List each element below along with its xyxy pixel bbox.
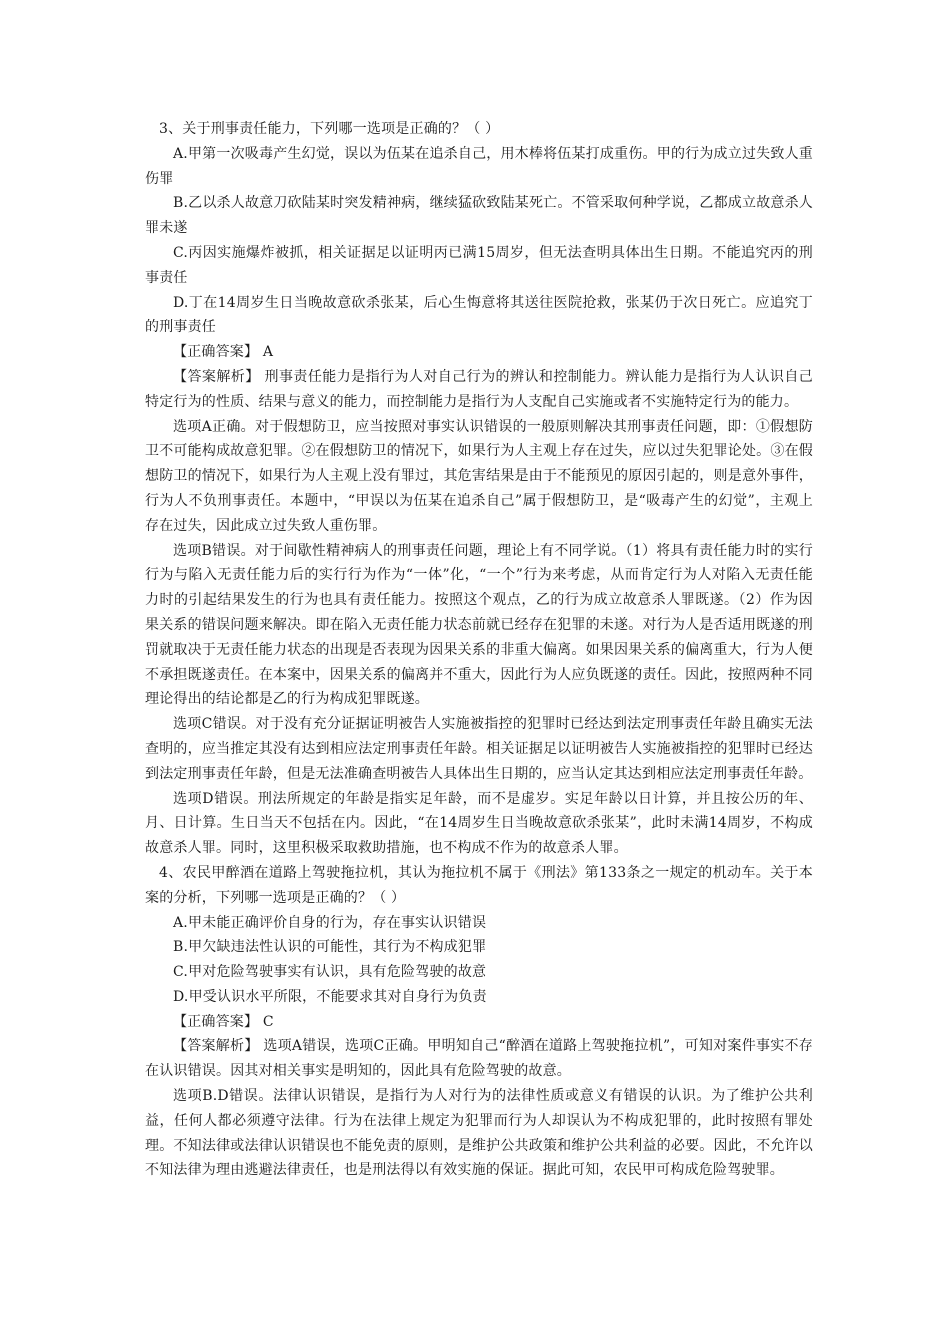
- question-3-analysis-c: 选项C错误。对于没有充分证据证明被告人实施被指控的犯罪时已经达到法定刑事责任年龄且确实无法查明的，应当推定其没有达到相应法定刑事责任年龄。相关证据足以证明被告人实施被指控的犯罪时已经达到法定刑事责任年龄，但是无法准确查明被告人具体出生日期的，应当认定其达到相应法定刑事责任年龄。: [145, 716, 813, 782]
- question-4-option-b: B.甲欠缺违法性认识的可能性，其行为不构成犯罪: [173, 939, 487, 956]
- analysis-label: 【答案解析】: [173, 368, 260, 385]
- question-3-analysis-intro: [145, 365, 813, 415]
- answer-label: 【正确答案】: [173, 1013, 259, 1030]
- question-3-stem: 3、关于刑事责任能力，下列哪一选项是正确的？（ ）: [159, 121, 500, 137]
- analysis-text: 刑事责任能力是指行为人对自己行为的辨认和控制能力。辨认能力是指行为人认识自己特定行为的性质、结果与意义的能力，而控制能力是指行为人支配自己实施或者不实施特定行为的能力。: [145, 368, 813, 410]
- answer-label: 【正确答案】: [173, 344, 259, 361]
- question-4-stem: 4、农民甲醉酒在道路上驾驶拖拉机，其认为拖拉机不属于《刑法》第133条之一规定的机动车。关于本案的分析，下列哪一选项是正确的？（ ）: [145, 864, 813, 906]
- question-4-option-a: A.甲未能正确评价自身的行为，存在事实认识错误: [173, 914, 487, 931]
- question-3-analysis-d: 选项D错误。刑法所规定的年龄是指实足年龄，而不是虚岁。实足年龄以日计算，并且按公历的年、月、日计算。生日当天不包括在内。因此，“在14周岁生日当晚故意砍杀张某”，此时未满14周岁，不构成故意杀人罪。同时，这里积极采取救助措施，也不构成不作为的故意杀人罪。: [145, 790, 813, 857]
- question-4-option-d: D.甲受认识水平所限，不能要求其对自身行为负责: [173, 988, 487, 1005]
- question-3-option-b: B.乙以杀人故意刀砍陆某时突发精神病，继续猛砍致陆某死亡。不管采取何种学说，乙都成立故意杀人罪未遂: [145, 195, 813, 237]
- question-3-analysis-a: 选项A正确。对于假想防卫，应当按照对事实认识错误的一般原则解决其刑事责任问题，即：①假想防卫不可能构成故意犯罪。②在假想防卫的情况下，如果行为人主观上存在过失，应以过失犯罪论处。③在假想防卫的情况下，如果行为人主观上没有罪过，其危害结果是由于不能预见的原因引起的，则是意外事件，行为人不负刑事责任。本题中，“甲误以为伍某在追杀自己”属于假想防卫，是“吸毒产生的幻觉”，主观上存在过失，因此成立过失致人重伤罪。: [145, 418, 813, 534]
- question-3-analysis-b: 选项B错误。对于间歇性精神病人的刑事责任问题，理论上有不同学说。（1）将具有责任能力时的实行行为与陷入无责任能力后的实行行为作为“一体”化，“一个”行为来考虑，从而肯定行为人对陷入无责任能力时的引起结果发生的行为也具有责任能力。按照这个观点，乙的行为成立故意杀人罪既遂。（2）作为因果关系的错误问题来解决。即在陷入无责任能力状态前就已经存在犯罪的未遂。对行为人是否适用既遂的刑罚就取决于无责任能力状态的出现是否表现为因果关系的非重大偏离。如果因果关系的偏离重大，行为人便不承担既遂责任。在本案中，因果关系的偏离并不重大，因此行为人应负既遂的责任。因此，按照两种不同理论得出的结论都是乙的行为构成犯罪既遂。: [145, 542, 813, 708]
- analysis-label: 【答案解析】: [173, 1038, 259, 1055]
- document-page: [145, 117, 813, 1183]
- question-3-option-c: C.丙因实施爆炸被抓，相关证据足以证明丙已满15周岁，但无法查明具体出生日期。不能追究丙的刑事责任: [145, 244, 813, 286]
- question-3-option-d: D.丁在14周岁生日当晚故意砍杀张某，后心生悔意将其送往医院抢救，张某仍于次日死亡。应追究丁的刑事责任: [145, 294, 814, 336]
- answer-value: A: [262, 344, 274, 361]
- answer-value: C: [262, 1013, 274, 1030]
- question-4-analysis-bd: 选项B.D错误。法律认识错误，是指行为人对行为的法律性质或意义有错误的认识。为了维护公共利益，任何人都必须遵守法律。行为在法律上规定为犯罪而行为人却误认为不构成犯罪的，此时按照有罪处理。不知法律或法律认识错误也不能免责的原则，是维护公共政策和维护公共利益的必要。因此，不允许以不知法律为理由逃避法律责任，也是刑法得以有效实施的保证。据此可知，农民甲可构成危险驾驶罪。: [145, 1088, 813, 1179]
- question-3-option-a: A.甲第一次吸毒产生幻觉，误以为伍某在追杀自己，用木棒将伍某打成重伤。甲的行为成立过失致人重伤罪: [145, 145, 813, 187]
- analysis-text: 选项A错误，选项C正确。甲明知自己“醉酒在道路上驾驶拖拉机”，可知对案件事实不存在认识错误。因其对相关事实是明知的，因此具有危险驾驶的故意。: [145, 1038, 813, 1080]
- question-4-option-c: C.甲对危险驾驶事实有认识，具有危险驾驶的故意: [173, 964, 487, 981]
- question-3-answer: [145, 340, 813, 365]
- question-4-answer: [145, 1010, 813, 1035]
- question-4-analysis-ac: [145, 1034, 813, 1084]
